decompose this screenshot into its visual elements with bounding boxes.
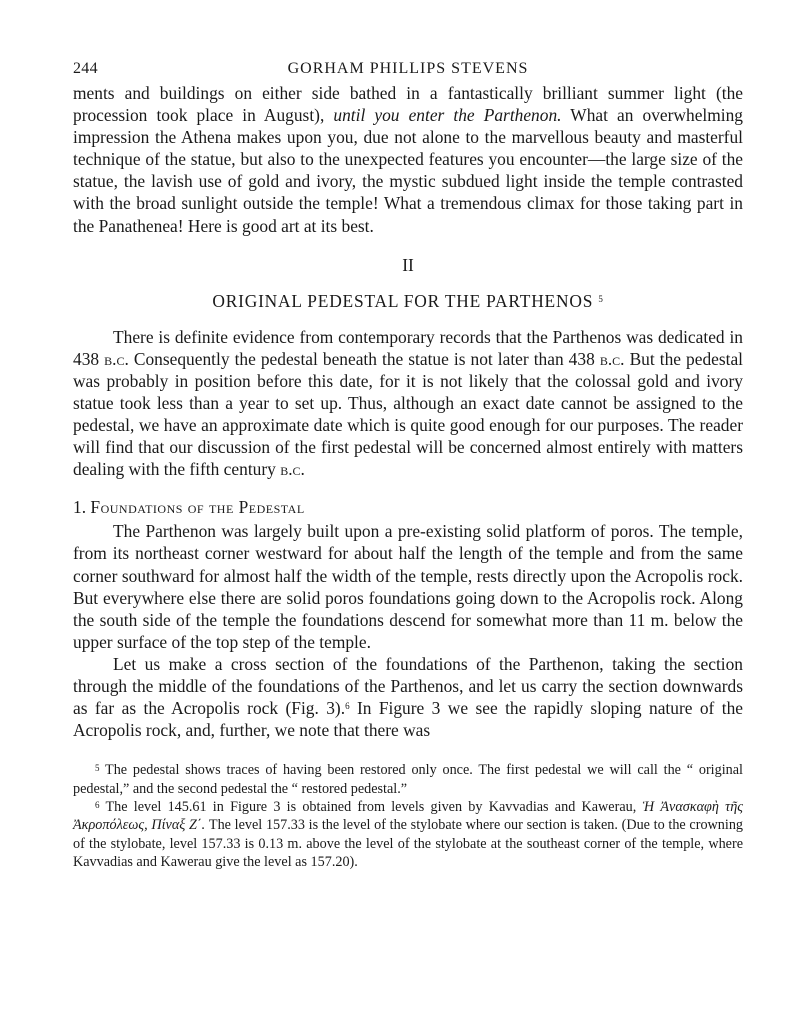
- running-head: [73, 60, 743, 82]
- footnote-6: [73, 798, 743, 872]
- section-title: [73, 290, 743, 312]
- paragraph-3: The Parthenon was largely built upon a pre-existing solid platform of poros. The temple, from its northeast corner westward for about half the length of the temple and from the same corner southward for almost half the width of the temple, rests directly upon the Acropolis rock. But everywhere else there are solid poros foundations going down to the Acropolis rock. Along the south side of the temple the foundations descend for somewhat more than 11 m. below the upper surface of the top step of the temple.: [73, 521, 743, 652]
- page: [73, 60, 743, 872]
- paragraph-1-text: ments and buildings on either side bathed in a fantastically brilliant summer light (the procession took place in August),: [73, 83, 743, 126]
- footnote-ref-6[interactable]: 6: [345, 701, 350, 712]
- subsection-heading: [73, 496, 743, 518]
- footnote-ref-5[interactable]: 5: [598, 293, 604, 304]
- page-number: 244: [73, 60, 98, 77]
- footnote-number: 5: [95, 763, 100, 774]
- paragraph-2-text: But the pedestal was probably in position before this date, for it is not likely that the colossal gold and ivory statue took less than a year to set up. Thus, although an exact date cannot be assigned to the pedestal, we have an approximate date which is quite good enough for our purposes. The reader will find that our discussion of the first pedestal will be concerned almost entirely with matters dealing with the fifth century: [73, 348, 744, 480]
- footnotes: [73, 761, 743, 871]
- paragraph-1-italic: until you enter the Parthenon.: [333, 105, 562, 126]
- paragraph-4-text-end: In Figure 3 we see the rapidly sloping nature of the Acropolis rock, and, further, we note that there was: [73, 698, 743, 741]
- section-title-text: ORIGINAL PEDESTAL FOR THE PARTHENOS: [212, 290, 594, 311]
- footnote-text-end: The level 157.33 is the level of the stylobate where our section is taken. (Due to the crowning of the stylobate, level 157.33 is 0.13 m. above the level of the stylobate at the southeast corner of the temple, where Kavvadias and Kawerau give the level as 157.20).: [73, 817, 744, 871]
- paragraph-1-text-end: What an overwhelming impression the Athena makes upon you, due not alone to the marvellous beauty and masterful technique of the statue, but also to the unexpected features you encounter—the large size of the statue, the lavish use of gold and ivory, the mystic subdued light inside the temple contrasted with the broad sunlight outside the temple! What a tremendous climax for those taking part in the Panathenea! Here is good art at its best.: [73, 105, 743, 236]
- section-number: II: [402, 254, 414, 275]
- footnote-text: The level 145.61 in Figure 3 is obtained from levels given by Kavvadias and Kawerau,: [105, 799, 643, 816]
- subsection-number: 1.: [73, 497, 87, 518]
- paragraph-4-text: Let us make a cross section of the foundations of the Parthenon, taking the section through the middle of the foundations of the Parthenos, and let us carry the section downwards as far as the Acropolis rock (Fig. 3).: [73, 653, 743, 719]
- paragraph-1: [73, 82, 743, 237]
- footnote-5: [73, 761, 743, 798]
- paragraph-2-text: Consequently the pedestal beneath the statue is not later than 438: [128, 348, 600, 369]
- footnote-text: The pedestal shows traces of having been restored only once. The first pedestal we will call the “ original pedestal,” and the second pedestal the “ restored pedestal.”: [73, 762, 743, 797]
- paragraph-2-text: There is definite evidence from contemporary records that the Parthenos was dedicated in 438: [73, 326, 743, 369]
- footnote-number: 6: [95, 800, 100, 811]
- paragraph-2: [73, 326, 743, 481]
- subsection-title: Foundations of the Pedestal: [90, 497, 305, 518]
- footnote-greek-title: Ἡ Ἀνασκαφὴ τῆς Ἀκροπόλεως, Πίναξ Ζ΄.: [73, 799, 744, 834]
- bc-abbrev: b.c.: [280, 459, 305, 480]
- bc-abbrev: b.c.: [104, 348, 129, 369]
- running-head-author: GORHAM PHILLIPS STEVENS: [287, 60, 529, 77]
- paragraph-4: [73, 653, 743, 741]
- bc-abbrev: b.c.: [599, 348, 625, 369]
